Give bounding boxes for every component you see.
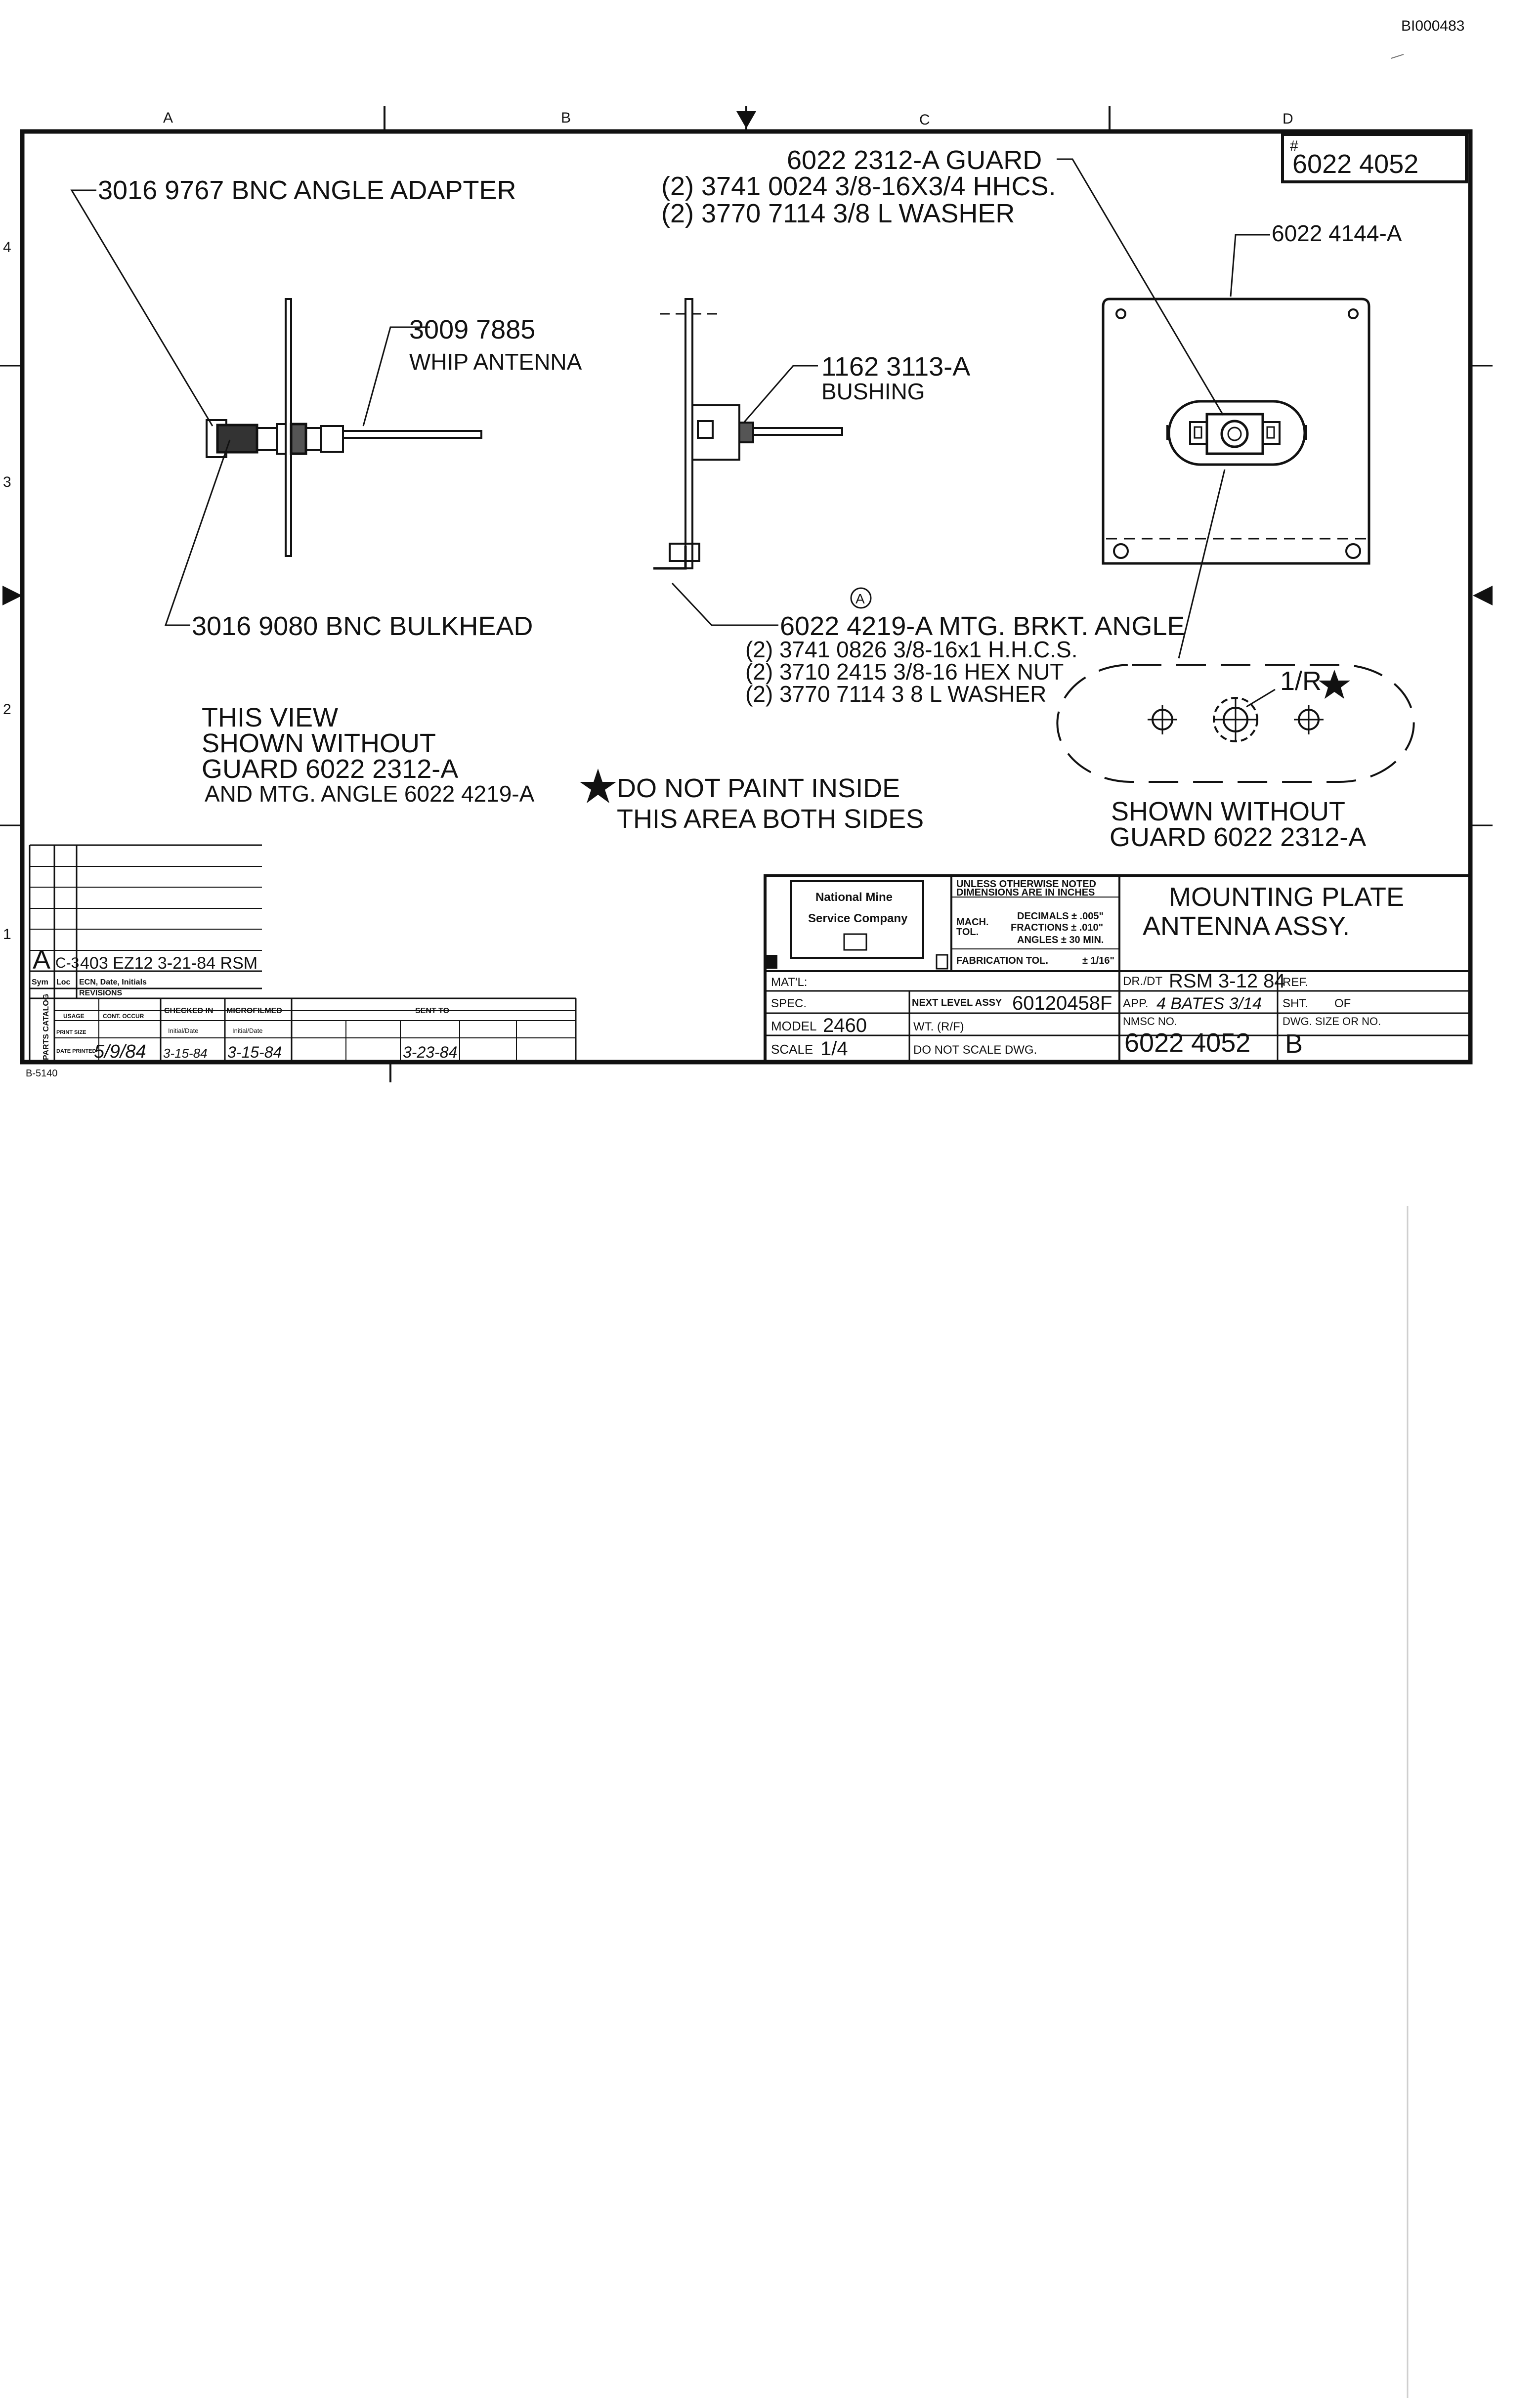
tolerance-header-line1: UNLESS OTHERWISE NOTED (956, 879, 1096, 890)
row-label-3: 3 (3, 474, 11, 490)
callout-bnc-angle-adapter: 3016 9767 BNC ANGLE ADAPTER (98, 175, 516, 205)
fabrication-tol-label: FABRICATION TOL. (956, 955, 1048, 966)
checked-in-value: 3-15-84 (163, 1046, 208, 1061)
callout-guard-hhcs: (2) 3741 0024 3/8-16X3/4 HHCS. (661, 171, 1056, 201)
row-label-4: 4 (3, 239, 11, 256)
callout-bracket-hhcs: (2) 3741 0826 3/8-16x1 H.H.C.S. (745, 637, 1078, 662)
note-mtg-angle: AND MTG. ANGLE 6022 4219-A (205, 781, 535, 807)
callout-guard: 6022 2312-A GUARD (787, 145, 1042, 175)
note-shown-without: SHOWN WITHOUT (1111, 797, 1345, 826)
callout-whip-antenna-number: 3009 7885 (409, 315, 536, 344)
tolerance-header-line2: DIMENSIONS ARE IN INCHES (956, 887, 1095, 898)
center-arrow-right-icon (1473, 586, 1493, 605)
sheet-label: SHT. (1283, 997, 1309, 1010)
mach-tol-label-2: TOL. (956, 927, 979, 938)
drawing-number-prefix: # (1290, 138, 1298, 154)
material-label: MAT'L: (771, 976, 808, 989)
parts-catalog-label: PARTS CATALOG (42, 993, 50, 1060)
zone-label-c: C (919, 112, 930, 128)
detail-view-no-guard (1057, 665, 1413, 782)
revision-header-ecn: ECN, Date, Initials (79, 978, 147, 986)
title-line-2: ANTENNA ASSY. (1143, 911, 1350, 941)
callout-bracket-hex-nut: (2) 3710 2415 3/8-16 HEX NUT (745, 659, 1064, 685)
callout-rotation-mark: 1/R (1280, 666, 1322, 696)
drawing-number: 6022 4052 (1292, 149, 1419, 179)
note-shown-without-1: SHOWN WITHOUT (202, 728, 436, 758)
fabrication-tol-value: ± 1/16" (1082, 955, 1114, 966)
row-label-2: 2 (3, 701, 11, 718)
dr-dt-value: RSM 3-12 84 (1169, 970, 1285, 992)
next-level-value: 60120458F (1012, 992, 1112, 1014)
print-size-label: PRINT SIZE (56, 1029, 86, 1035)
bracket-revision-marker: A (856, 591, 865, 606)
scale-label: SCALE (771, 1042, 813, 1057)
reference-label: REF. (1283, 976, 1309, 989)
front-view-plate (1103, 299, 1369, 563)
callout-bnc-bulkhead: 3016 9080 BNC BULKHEAD (192, 611, 533, 641)
company-name-line1: National Mine (815, 891, 893, 904)
center-arrow-top-icon (736, 111, 756, 128)
callout-bracket: 6022 4219-A MTG. BRKT. ANGLE (780, 611, 1185, 641)
zone-label-d: D (1283, 111, 1293, 127)
weight-label: WT. (R/F) (913, 1020, 964, 1033)
star-icon (1319, 670, 1350, 699)
margin-code: B-5140 (26, 1068, 58, 1079)
cont-occur-label: CONT. OCCUR (103, 1013, 144, 1020)
tolerance-angles: ANGLES ± 30 MIN. (1017, 935, 1104, 945)
microfilmed-label: MICROFILMED (226, 1007, 282, 1015)
note-guard-number: GUARD 6022 2312-A (202, 754, 459, 784)
revisions-title: REVISIONS (79, 989, 123, 997)
app-value: 4 BATES 3/14 (1156, 994, 1262, 1013)
sent-to-label: SENT TO (415, 1007, 450, 1015)
callout-bushing-number: 1162 3113-A (821, 352, 971, 382)
date-printed-value: 5/9/84 (94, 1041, 146, 1062)
note-shown-without-guard: GUARD 6022 2312-A (1110, 822, 1367, 852)
title-line-1: MOUNTING PLATE (1169, 882, 1405, 912)
app-label: APP. (1123, 997, 1149, 1010)
date-printed-label: DATE PRINTED (56, 1048, 96, 1054)
model-label: MODEL (771, 1019, 817, 1033)
dr-dt-label: DR./DT (1123, 975, 1162, 988)
usage-label: USAGE (63, 1013, 85, 1020)
sheet-of-label: OF (1334, 997, 1351, 1010)
callout-guard-washer: (2) 3770 7114 3/8 L WASHER (661, 199, 1015, 228)
mach-tol-label-1: MACH. (956, 917, 989, 928)
sent-to-date: 3-23-84 (403, 1043, 458, 1061)
center-arrow-left-icon (2, 586, 22, 605)
checked-in-sub: Initial/Date (168, 1027, 199, 1034)
microfilmed-sub: Initial/Date (232, 1027, 263, 1034)
revision-header-loc: Loc (56, 978, 71, 986)
dwg-size-label: DWG. SIZE OR NO. (1283, 1015, 1381, 1028)
tolerance-decimals: DECIMALS ± .005" (1017, 911, 1104, 922)
microfilmed-value: 3-15-84 (227, 1043, 282, 1061)
scale-value: 1/4 (820, 1038, 848, 1060)
company-name-line2: Service Company (808, 912, 908, 925)
spec-label: SPEC. (771, 997, 807, 1010)
callout-whip-antenna-name: WHIP ANTENNA (409, 349, 582, 375)
document-id: BI000483 (1401, 18, 1465, 34)
revision-a-symbol: A (33, 945, 51, 975)
callout-mounting-plate: 6022 4144-A (1272, 220, 1402, 246)
side-view-guard-bracket (653, 299, 842, 568)
do-not-scale-note: DO NOT SCALE DWG. (913, 1043, 1037, 1057)
zone-label-a: A (163, 110, 173, 126)
nmsc-number-value: 6022 4052 (1124, 1028, 1251, 1058)
zone-label-b: B (561, 110, 571, 126)
revision-a-description: 403 EZ12 3-21-84 RSM (80, 954, 258, 973)
note-do-not-paint: DO NOT PAINT INSIDE (617, 773, 900, 803)
callout-bushing-name: BUSHING (821, 379, 925, 404)
revision-header-sym: Sym (32, 978, 48, 986)
model-value: 2460 (823, 1015, 867, 1036)
checked-in-label: CHECKED IN (164, 1007, 214, 1015)
revision-a-location: C-3 (55, 955, 80, 971)
dwg-size-value: B (1285, 1029, 1303, 1059)
next-level-label: NEXT LEVEL ASSY (912, 997, 1002, 1008)
tolerance-fractions: FRACTIONS ± .010" (1011, 922, 1104, 933)
row-label-1: 1 (3, 926, 11, 942)
callout-bracket-washer: (2) 3770 7114 3 8 L WASHER (745, 681, 1047, 707)
star-icon (580, 769, 616, 803)
nmsc-number-label: NMSC NO. (1123, 1015, 1177, 1028)
note-this-view: THIS VIEW (202, 703, 339, 732)
note-both-sides: THIS AREA BOTH SIDES (617, 804, 924, 834)
